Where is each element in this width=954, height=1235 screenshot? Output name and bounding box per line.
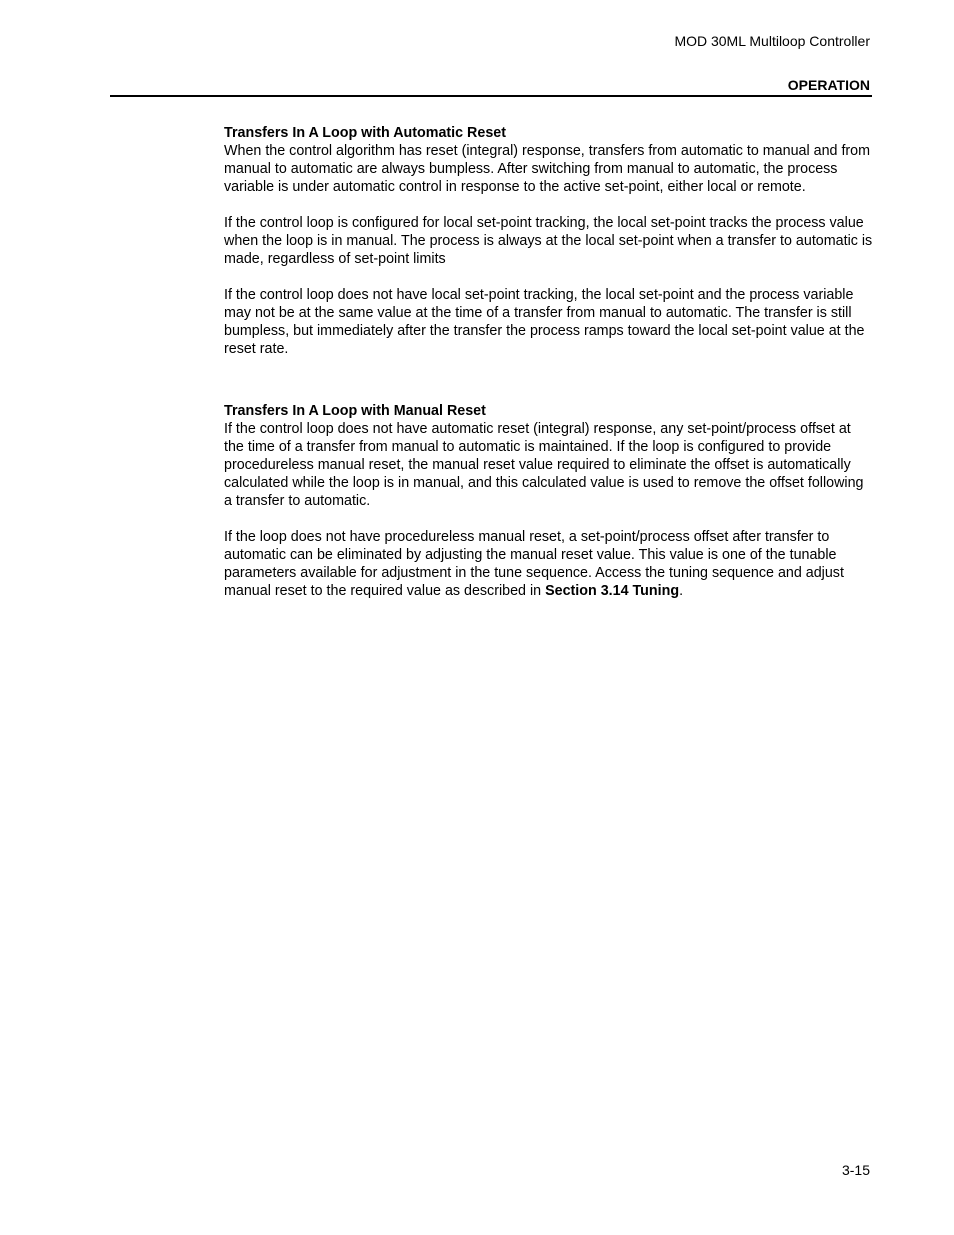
paragraph: If the control loop is configured for local set-point tracking, the local set-point tracks the process value when the loop is in manual. The process is always at the local set-point when a transfer to automatic is made, regardless of set-point limits (224, 215, 873, 267)
document-title: MOD 30ML Multiloop Controller (674, 33, 870, 49)
paragraph-text: If the loop does not have procedureless manual reset, a set-point/process offset after transfer to automatic can be eliminated by adjusting the manual reset value. This value is one of the tunable parameters available for adjustment in the tune sequence. Access the tuning sequence and adjust manual reset to the required value as described in (224, 529, 844, 599)
section-manual-reset (224, 402, 874, 600)
page-body (224, 124, 874, 618)
paragraph: If the control loop does not have local set-point tracking, the local set-point and the process variable may not be at the same value at the time of a transfer from manual to automatic. The transfer is still bumpless, but immediately after the transfer the process ramps toward the local set-point value at the reset rate. (224, 287, 865, 357)
header-divider (110, 95, 872, 97)
paragraph: If the control loop does not have automatic reset (integral) response, any set-point/process offset at the time of a transfer from manual to automatic is maintained. If the loop is configured to provide procedureless manual reset, the manual reset value required to eliminate the offset is automatically calculated while the loop is in manual, and this calculated value is used to remove the offset following a transfer to automatic. (224, 421, 864, 509)
paragraph-with-reference (224, 528, 874, 600)
section-automatic-reset (224, 124, 874, 358)
section-reference-link: Section 3.14 Tuning (545, 583, 680, 599)
paragraph-end: . (679, 583, 684, 599)
section-heading: Transfers In A Loop with Automatic Reset (224, 125, 506, 141)
page-number: 3-15 (841, 1162, 870, 1178)
section-heading: Transfers In A Loop with Manual Reset (224, 403, 486, 419)
paragraph: When the control algorithm has reset (integral) response, transfers from automatic to manual and from manual to automatic are always bumpless. After switching from manual to automatic, the process variable is under automatic control in response to the active set-point, either local or remote. (224, 143, 871, 195)
section-label: OPERATION (787, 77, 870, 93)
section-spacer (224, 376, 874, 402)
